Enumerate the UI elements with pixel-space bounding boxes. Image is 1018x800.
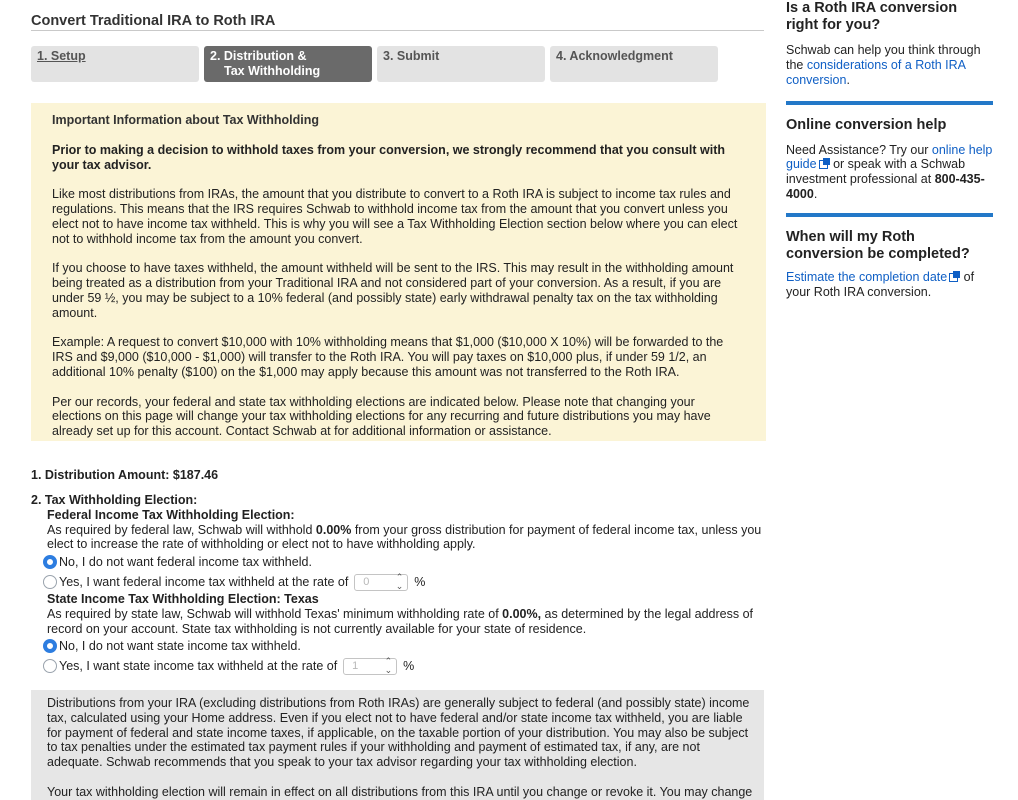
step-distribution-line1: 2. Distribution &	[210, 49, 307, 63]
state-desc-text: As required by state law, Schwab will withhold Texas' minimum withholding rate of	[47, 606, 503, 621]
step-setup[interactable]	[31, 46, 199, 82]
online-help-text	[786, 143, 993, 202]
federal-no-option[interactable]	[43, 552, 766, 572]
stepper-icon[interactable]: ⌃ ⌄	[384, 656, 393, 676]
federal-yes-radio[interactable]	[43, 575, 57, 589]
tax-disclosure-box	[31, 690, 764, 800]
sidebar-divider	[786, 101, 993, 105]
help-phone-number: 800-435-4000	[786, 172, 985, 201]
sidebar	[786, 0, 993, 299]
completion-text	[786, 270, 993, 300]
step-distribution-line2: Tax Withholding	[224, 63, 321, 78]
state-description	[47, 607, 766, 637]
state-rate-input[interactable]	[343, 658, 397, 675]
title-divider	[31, 30, 764, 31]
help-text-pre: Need Assistance? Try our	[786, 142, 932, 157]
state-no-radio[interactable]	[43, 639, 57, 653]
completion-heading: When will my Roth conversion be completed?	[786, 228, 970, 262]
federal-description	[47, 523, 766, 553]
info-box-advisory: Prior to making a decision to withhold taxes from your conversion, we strongly recommend that you consult with your tax advisor.	[52, 142, 726, 172]
step-submit	[377, 46, 545, 82]
federal-election	[31, 508, 766, 552]
online-help-heading: Online conversion help	[786, 117, 947, 134]
help-link-label[interactable]: online help guide	[786, 142, 993, 172]
federal-desc-text: from your gross distribution for payment of federal income tax, unless you elect to increase the rate of withholding or elect not to have withholding apply.	[47, 522, 762, 552]
withholding-election-label: 2. Tax Withholding Election:	[31, 493, 198, 507]
tax-withholding-info-box	[31, 103, 766, 441]
federal-heading: Federal Income Tax Withholding Election:	[47, 507, 295, 522]
federal-rate-value: 0	[363, 575, 370, 588]
state-yes-radio[interactable]	[43, 659, 57, 673]
info-box-paragraph: If you choose to have taxes withheld, the amount withheld will be sent to the IRS. This may result in the withholding amount being treated as a distribution from your Traditional IRA and not considered part of your conversion. As a result, if you are under 59 ½, you may be subject to a 10% federal (and possibly state) early withdrawal penalty tax on the tax withholding amount.	[52, 261, 734, 320]
step-acknowledgment-label: 4. Acknowledgment	[556, 49, 673, 63]
federal-no-radio[interactable]	[43, 555, 57, 569]
state-yes-label[interactable]: Yes, I want state income tax withheld at the rate of	[59, 658, 338, 673]
state-heading: State Income Tax Withholding Election: Texas	[47, 592, 319, 606]
state-no-label[interactable]: No, I do not want state income tax withheld.	[59, 638, 301, 653]
info-box-title: Important Information about Tax Withholding	[52, 113, 319, 127]
distribution-amount-label: 1. Distribution Amount: $187.46	[31, 468, 219, 482]
considerations-link[interactable]: considerations of a Roth IRA conversion	[786, 57, 966, 87]
disclosure-paragraph: Distributions from your IRA (excluding distributions from Roth IRAs) are generally subject to federal (and possibly state) income tax, calculated using your Home address. Even if you elect not to have federal and/or state income tax withheld, you are liable for payment of federal and state income taxes, if applicable, on the taxable portion of your distribution. You may also be subject to tax penalties under the estimated tax payment rules if your withholding and payment of estimated tax, if any, are not adequate. Schwab recommends that you speak to your tax advisor regarding your tax withholding election.	[47, 696, 750, 769]
state-no-option[interactable]	[43, 636, 766, 656]
federal-desc-text: As required by federal law, Schwab will withhold	[47, 522, 316, 537]
roth-right-heading: Is a Roth IRA conversion right for you?	[786, 0, 958, 34]
federal-rate-input[interactable]	[354, 574, 408, 591]
distribution-amount	[31, 468, 766, 483]
step-submit-label: 3. Submit	[383, 49, 440, 63]
federal-percent-sign: %	[414, 574, 426, 589]
disclosure-paragraph: Your tax withholding election will remain in effect on all distributions from this IRA until you change or revoke it. You may change	[47, 784, 753, 799]
state-rate-text: 0.00%,	[502, 606, 542, 621]
page-title: Convert Traditional IRA to Roth IRA	[31, 13, 276, 29]
info-box-paragraph: Like most distributions from IRAs, the amount that you distribute to convert to a Roth IRA is subject to income tax rules and regulations. This means that the IRS requires Schwab to withhold income tax from the amount that you convert unless you elect not to have income tax withheld. This is why you will see a Tax Withholding Election section below where you can elect not to withhold income tax from the amount you convert.	[52, 187, 738, 246]
info-box-paragraph: Example: A request to convert $10,000 with 10% withholding means that $1,000 ($10,000 X 10%) will be forwarded to the IRS and $9,000 ($10,000 - $1,000) will transfer to the Roth IRA. You will pay taxes on $10,000 plus, if under 59 1/2, an additional 10% penalty ($100) on the $1,000 may apply because this amount was not transferred to the Roth IRA.	[52, 335, 724, 379]
help-text-mid: or speak with a Schwab investment professional at	[786, 157, 966, 187]
roth-right-text-post: .	[846, 72, 850, 87]
estimate-completion-link[interactable]	[786, 270, 960, 284]
federal-yes-option[interactable]	[43, 572, 766, 592]
estimate-link-label[interactable]: Estimate the completion date	[786, 269, 948, 284]
state-election	[31, 592, 766, 636]
roth-right-text	[786, 43, 993, 87]
federal-no-label[interactable]: No, I do not want federal income tax withheld.	[59, 554, 312, 569]
state-desc-text: as determined by the legal address of record on your account. State tax withholding is not currently available for your state of residence.	[47, 606, 754, 636]
completion-text-post: of your Roth IRA conversion.	[786, 269, 975, 299]
roth-right-text-pre: Schwab can help you think through the	[786, 43, 981, 72]
info-box-paragraph: Per our records, your federal and state tax withholding elections are indicated below. Please note that changing your elections on this page will change your tax withholding elections for any recurring and future distributions you may have already set up for this account. Contact Schwab at for additional information or assistance.	[52, 394, 711, 438]
help-text-post: .	[813, 186, 818, 201]
sidebar-divider	[786, 213, 993, 217]
step-distribution	[204, 46, 372, 82]
external-link-icon[interactable]	[949, 271, 960, 282]
federal-rate-text: 0.00%	[315, 522, 352, 537]
stepper-icon[interactable]: ⌃ ⌄	[395, 572, 404, 591]
step-indicator	[31, 46, 721, 82]
state-yes-option[interactable]	[43, 656, 766, 676]
step-setup-link[interactable]: 1. Setup	[37, 49, 86, 63]
state-percent-sign: %	[403, 658, 415, 673]
external-link-icon[interactable]	[819, 158, 830, 169]
state-rate-value: 1	[352, 659, 359, 672]
step-acknowledgment	[550, 46, 718, 82]
federal-yes-label[interactable]: Yes, I want federal income tax withheld at the rate of	[59, 574, 349, 589]
tax-withholding-election	[31, 493, 766, 676]
